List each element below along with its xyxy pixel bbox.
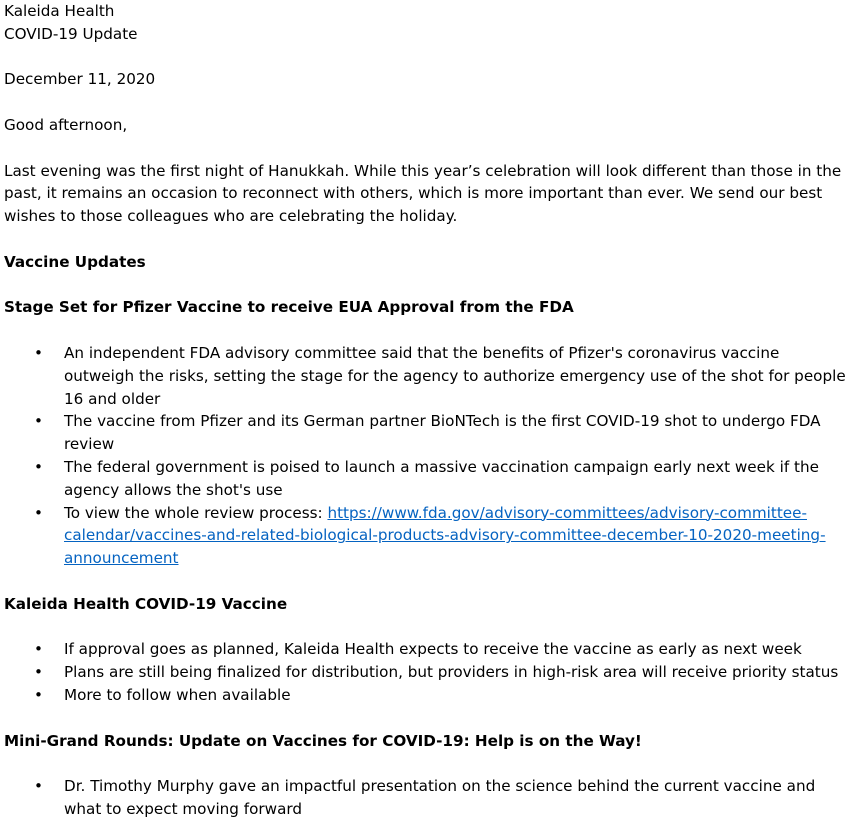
link-prefix: To view the whole review process: (64, 503, 328, 522)
list-item (4, 502, 849, 570)
section-heading-grand-rounds: Mini-Grand Rounds: Update on Vaccines for COVID-19: Help is on the Way! (4, 731, 642, 750)
list-item (4, 456, 849, 502)
intro-paragraph: Last evening was the first night of Hanukkah. While this year’s celebration will look different than those in the past, it remains an occasion to reconnect with others, which is more important than ever. We send our best wishes to those colleagues who are celebrating the holiday. (4, 161, 842, 226)
bullet-icon: • (34, 663, 43, 682)
list-item-text: An independent FDA advisory committee said that the benefits of Pfizer's coronavirus vaccine outweigh the risks, setting the stage for the agency to authorize emergency use of the shot for people 16 and older (64, 343, 846, 408)
bullet-icon: • (34, 685, 43, 704)
greeting: Good afternoon, (4, 115, 128, 134)
pfizer-bullet-list (4, 342, 849, 570)
section-heading-pfizer: Stage Set for Pfizer Vaccine to receive EUA Approval from the FDA (4, 298, 574, 317)
grand-rounds-bullet-list (4, 775, 849, 821)
document-subject: COVID-19 Update (4, 24, 138, 43)
bullet-icon: • (34, 412, 43, 431)
document-date: December 11, 2020 (4, 70, 156, 89)
kaleida-bullet-list (4, 638, 849, 706)
list-item (4, 342, 849, 410)
list-item-text: If approval goes as planned, Kaleida Health expects to receive the vaccine as early as next week (64, 640, 802, 659)
bullet-icon: • (34, 343, 43, 362)
list-item (4, 410, 849, 456)
section-heading-kaleida-vaccine: Kaleida Health COVID-19 Vaccine (4, 594, 288, 613)
list-item (4, 638, 849, 661)
list-item-text: Dr. Timothy Murphy gave an impactful presentation on the science behind the current vaccine and what to expect moving forward (64, 777, 816, 818)
fda-review-link[interactable]: https://www.fda.gov/advisory-committees/advisory-committee-calendar/vaccines-and-related-biological-products-advisory-committee-december-10-2020-meeting-announcement (64, 503, 826, 568)
list-item-text: The vaccine from Pfizer and its German partner BioNTech is the first COVID-19 shot to undergo FDA review (64, 412, 821, 454)
list-item (4, 661, 849, 684)
list-item (4, 684, 849, 707)
bullet-icon: • (34, 640, 43, 659)
document-body (4, 0, 849, 821)
section-heading-vaccine-updates: Vaccine Updates (4, 252, 146, 271)
list-item-text: More to follow when available (64, 685, 291, 704)
bullet-icon: • (34, 777, 43, 796)
list-item-text: Plans are still being finalized for distribution, but providers in high-risk area will receive priority status (64, 663, 839, 682)
list-item-text: The federal government is poised to launch a massive vaccination campaign early next week if the agency allows the shot's use (64, 457, 819, 499)
list-item (4, 775, 849, 821)
org-name: Kaleida Health (4, 2, 115, 20)
bullet-icon: • (34, 503, 43, 522)
bullet-icon: • (34, 457, 43, 476)
